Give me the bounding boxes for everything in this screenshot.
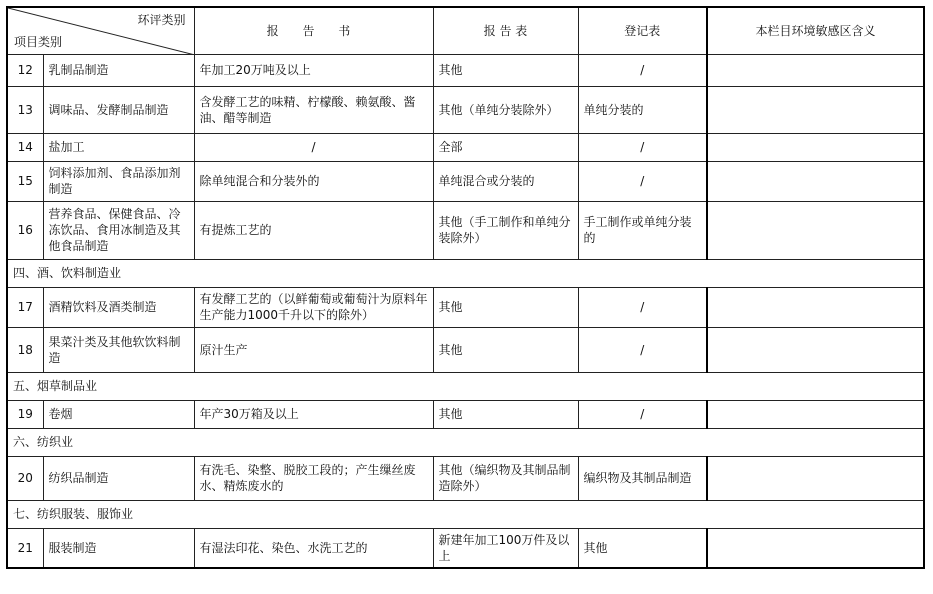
row-number: 17 xyxy=(7,287,43,327)
register-criteria: / xyxy=(578,161,707,201)
project-category: 果菜汁类及其他软饮料制造 xyxy=(43,327,194,372)
corner-label-assessment-type: 环评类别 xyxy=(137,13,186,27)
report-book-criteria: 年产30万箱及以上 xyxy=(194,400,433,428)
report-form-criteria: 其他 xyxy=(433,327,578,372)
row-number: 19 xyxy=(7,400,43,428)
project-category: 营养食品、保健食品、冷冻饮品、食用冰制造及其他食品制造 xyxy=(43,201,194,259)
sensitive-area-meaning xyxy=(707,161,924,201)
report-form-criteria: 其他 xyxy=(433,54,578,86)
report-form-criteria: 其他（编织物及其制品制造除外） xyxy=(433,456,578,500)
report-form-criteria: 新建年加工100万件及以上 xyxy=(433,528,578,568)
project-category: 卷烟 xyxy=(43,400,194,428)
project-category: 乳制品制造 xyxy=(43,54,194,86)
report-form-criteria: 其他（单纯分装除外） xyxy=(433,86,578,133)
section-title: 四、酒、饮料制造业 xyxy=(7,259,924,287)
corner-label-project-type: 项目类别 xyxy=(14,34,63,49)
report-book-criteria: 有湿法印花、染色、水洗工艺的 xyxy=(194,528,433,568)
table-row xyxy=(7,54,924,86)
row-number: 15 xyxy=(7,161,43,201)
sensitive-area-meaning xyxy=(707,400,924,428)
report-book-criteria: 有提炼工艺的 xyxy=(194,201,433,259)
project-category: 酒精饮料及酒类制造 xyxy=(43,287,194,327)
report-book-criteria: 含发酵工艺的味精、柠檬酸、赖氨酸、酱油、醋等制造 xyxy=(194,86,433,133)
section-row xyxy=(7,428,924,456)
row-number: 20 xyxy=(7,456,43,500)
report-book-criteria: 年加工20万吨及以上 xyxy=(194,54,433,86)
table-row xyxy=(7,287,924,327)
register-criteria: / xyxy=(578,54,707,86)
report-form-criteria: 其他（手工制作和单纯分装除外） xyxy=(433,201,578,259)
project-category: 纺织品制造 xyxy=(43,456,194,500)
register-criteria: / xyxy=(578,133,707,161)
table-row xyxy=(7,327,924,372)
table-row xyxy=(7,528,924,568)
table-row xyxy=(7,400,924,428)
report-form-criteria: 其他 xyxy=(433,287,578,327)
table-row xyxy=(7,456,924,500)
row-number: 12 xyxy=(7,54,43,86)
header-register: 登记表 xyxy=(578,7,707,54)
sensitive-area-meaning xyxy=(707,287,924,327)
sensitive-area-meaning xyxy=(707,456,924,500)
sensitive-area-meaning xyxy=(707,528,924,568)
report-form-criteria: 单纯混合或分装的 xyxy=(433,161,578,201)
row-number: 16 xyxy=(7,201,43,259)
sensitive-area-meaning xyxy=(707,86,924,133)
section-title: 七、纺织服装、服饰业 xyxy=(7,500,924,528)
row-number: 18 xyxy=(7,327,43,372)
register-criteria: 其他 xyxy=(578,528,707,568)
report-book-criteria: 原汁生产 xyxy=(194,327,433,372)
register-criteria: / xyxy=(578,327,707,372)
row-number: 14 xyxy=(7,133,43,161)
report-book-criteria: 有洗毛、染整、脱胶工段的；产生缫丝废水、精炼废水的 xyxy=(194,456,433,500)
register-criteria: 编织物及其制品制造 xyxy=(578,456,707,500)
table-row xyxy=(7,161,924,201)
report-form-criteria: 全部 xyxy=(433,133,578,161)
table-row xyxy=(7,86,924,133)
header-report-book: 报 告 书 xyxy=(194,7,433,54)
sensitive-area-meaning xyxy=(707,54,924,86)
project-category: 调味品、发酵制品制造 xyxy=(43,86,194,133)
table-body xyxy=(7,54,924,568)
project-category: 饲料添加剂、食品添加剂制造 xyxy=(43,161,194,201)
project-category: 盐加工 xyxy=(43,133,194,161)
register-criteria: 手工制作或单纯分装的 xyxy=(578,201,707,259)
register-criteria: / xyxy=(578,400,707,428)
section-row xyxy=(7,259,924,287)
report-book-criteria: 有发酵工艺的（以鲜葡萄或葡萄汁为原料年生产能力1000千升以下的除外） xyxy=(194,287,433,327)
section-title: 五、烟草制品业 xyxy=(7,372,924,400)
register-criteria: / xyxy=(578,287,707,327)
section-row xyxy=(7,500,924,528)
table-row xyxy=(7,201,924,259)
row-number: 21 xyxy=(7,528,43,568)
header-report-form: 报 告 表 xyxy=(433,7,578,54)
section-row xyxy=(7,372,924,400)
table-row xyxy=(7,133,924,161)
project-category: 服装制造 xyxy=(43,528,194,568)
register-criteria: 单纯分装的 xyxy=(578,86,707,133)
row-number: 13 xyxy=(7,86,43,133)
sensitive-area-meaning xyxy=(707,133,924,161)
classification-table xyxy=(6,6,925,569)
corner-header-cell xyxy=(7,7,194,54)
sensitive-area-meaning xyxy=(707,327,924,372)
report-form-criteria: 其他 xyxy=(433,400,578,428)
header-sensitive-area: 本栏目环境敏感区含义 xyxy=(707,7,924,54)
sensitive-area-meaning xyxy=(707,201,924,259)
section-title: 六、纺织业 xyxy=(7,428,924,456)
report-book-criteria: 除单纯混合和分装外的 xyxy=(194,161,433,201)
report-book-criteria: / xyxy=(194,133,433,161)
header-row xyxy=(7,7,924,54)
